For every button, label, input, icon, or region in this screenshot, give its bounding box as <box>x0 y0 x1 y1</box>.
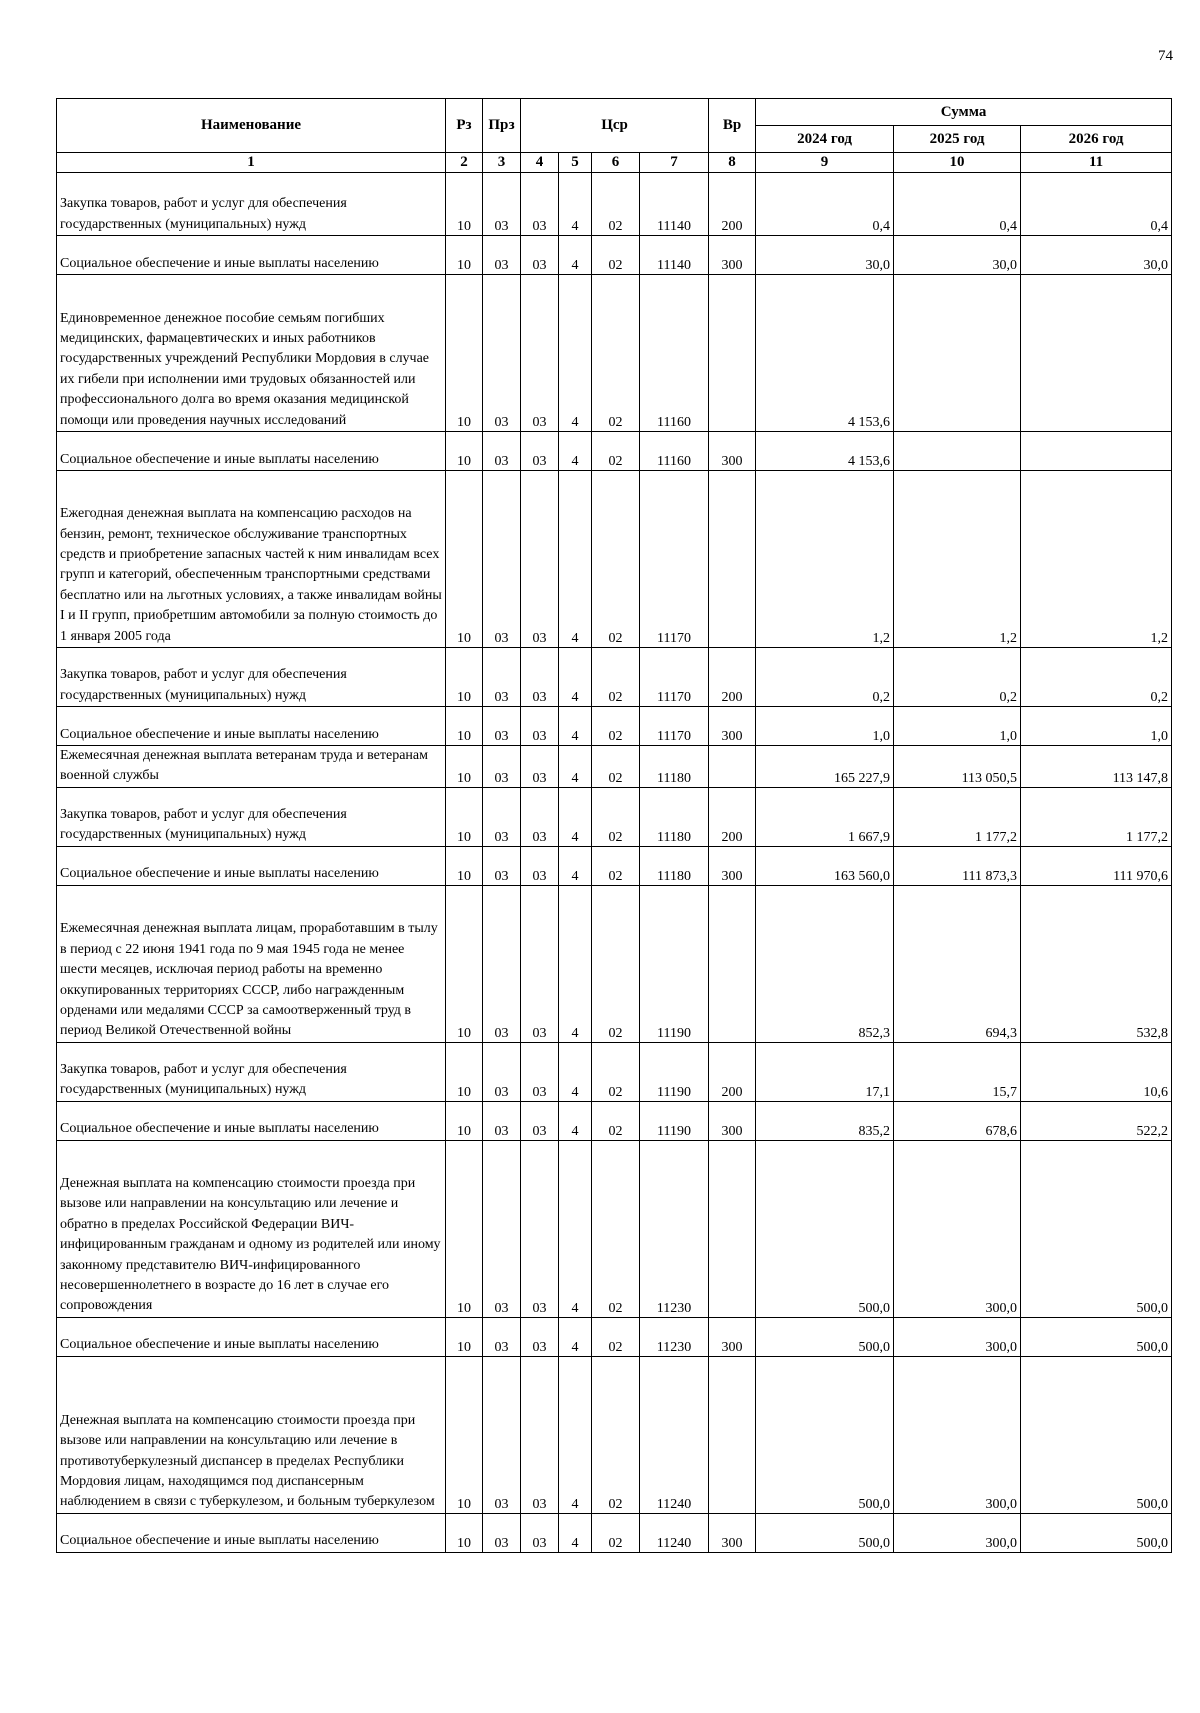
cell-c4: 03 <box>521 173 559 236</box>
table-row <box>57 707 1172 746</box>
cell-y2026: 113 147,8 <box>1021 746 1172 788</box>
cell-y2024: 0,4 <box>756 173 894 236</box>
cell-vr: 200 <box>709 648 756 707</box>
cell-rz: 10 <box>446 1101 483 1140</box>
budget-table <box>56 98 1172 1553</box>
row-name: Социальное обеспечение и иные выплаты населению <box>57 1513 446 1552</box>
cell-y2024: 4 153,6 <box>756 275 894 432</box>
cell-c4: 03 <box>521 885 559 1042</box>
cell-y2025: 678,6 <box>894 1101 1021 1140</box>
cell-vr <box>709 275 756 432</box>
cell-c5: 4 <box>559 648 592 707</box>
header-csr: Цср <box>521 99 709 153</box>
cell-prz: 03 <box>483 1513 521 1552</box>
cell-c4: 03 <box>521 275 559 432</box>
cell-rz: 10 <box>446 432 483 471</box>
cell-c7: 11240 <box>640 1356 709 1513</box>
cell-rz: 10 <box>446 1356 483 1513</box>
row-name: Денежная выплата на компенсацию стоимости проезда при вызове или направлении на консультацию или лечение и обратно в пределах Российской Федерации ВИЧ-инфицированным гражданам и одному из родителей или иному законному представителю ВИЧ-инфицированного несовершеннолетнего в возрасте до 16 лет в случае его сопровождения <box>57 1140 446 1317</box>
cell-vr: 200 <box>709 787 756 846</box>
table-row <box>57 275 1172 432</box>
row-name: Денежная выплата на компенсацию стоимости проезда при вызове или направлении на консультацию или лечение в противотуберкулезный диспансер в пределах Республики Мордовия лицам, находящимся под диспансерным наблюдением в связи с туберкулезом, и больным туберкулезом <box>57 1356 446 1513</box>
cell-c5: 4 <box>559 707 592 746</box>
cell-c6: 02 <box>592 1317 640 1356</box>
cell-y2025: 30,0 <box>894 236 1021 275</box>
cell-y2026 <box>1021 275 1172 432</box>
table-row <box>57 432 1172 471</box>
cell-y2025 <box>894 275 1021 432</box>
column-number: 4 <box>521 153 559 173</box>
cell-y2025: 0,2 <box>894 648 1021 707</box>
cell-c6: 02 <box>592 1042 640 1101</box>
cell-rz: 10 <box>446 846 483 885</box>
cell-c5: 4 <box>559 173 592 236</box>
column-number: 8 <box>709 153 756 173</box>
table-row <box>57 846 1172 885</box>
row-name: Социальное обеспечение и иные выплаты населению <box>57 1101 446 1140</box>
cell-rz: 10 <box>446 471 483 648</box>
cell-c6: 02 <box>592 707 640 746</box>
cell-rz: 10 <box>446 275 483 432</box>
cell-y2026: 1 177,2 <box>1021 787 1172 846</box>
column-number: 2 <box>446 153 483 173</box>
row-name: Закупка товаров, работ и услуг для обеспечения государственных (муниципальных) нужд <box>57 173 446 236</box>
cell-c4: 03 <box>521 1513 559 1552</box>
cell-c6: 02 <box>592 648 640 707</box>
cell-y2024: 1 667,9 <box>756 787 894 846</box>
cell-y2025: 113 050,5 <box>894 746 1021 788</box>
header-name: Наименование <box>57 99 446 153</box>
cell-prz: 03 <box>483 1101 521 1140</box>
cell-c4: 03 <box>521 746 559 788</box>
cell-y2026: 500,0 <box>1021 1140 1172 1317</box>
cell-vr <box>709 885 756 1042</box>
table-row <box>57 885 1172 1042</box>
cell-c7: 11180 <box>640 787 709 846</box>
cell-y2026: 0,4 <box>1021 173 1172 236</box>
cell-c5: 4 <box>559 1513 592 1552</box>
cell-c5: 4 <box>559 846 592 885</box>
cell-c6: 02 <box>592 846 640 885</box>
cell-y2026: 1,2 <box>1021 471 1172 648</box>
cell-vr <box>709 746 756 788</box>
cell-y2025: 694,3 <box>894 885 1021 1042</box>
row-name: Социальное обеспечение и иные выплаты населению <box>57 707 446 746</box>
cell-rz: 10 <box>446 746 483 788</box>
header-year-2025: 2025 год <box>894 126 1021 153</box>
cell-vr: 200 <box>709 1042 756 1101</box>
cell-c5: 4 <box>559 746 592 788</box>
cell-rz: 10 <box>446 173 483 236</box>
header-vr: Вр <box>709 99 756 153</box>
cell-c4: 03 <box>521 648 559 707</box>
header-prz: Прз <box>483 99 521 153</box>
column-number: 5 <box>559 153 592 173</box>
cell-c4: 03 <box>521 707 559 746</box>
column-numbers-row <box>57 153 1172 173</box>
cell-prz: 03 <box>483 787 521 846</box>
cell-y2026 <box>1021 432 1172 471</box>
cell-c7: 11190 <box>640 885 709 1042</box>
row-name: Единовременное денежное пособие семьям погибших медицинских, фармацевтических и иных работников государственных учреждений Республики Мордовия в случае их гибели при исполнении ими трудовых обязанностей или профессионального долга во время оказания медицинской помощи или проведения научных исследований <box>57 275 446 432</box>
cell-vr: 300 <box>709 1101 756 1140</box>
cell-y2025 <box>894 432 1021 471</box>
cell-c5: 4 <box>559 275 592 432</box>
cell-vr: 300 <box>709 1317 756 1356</box>
cell-prz: 03 <box>483 648 521 707</box>
cell-c4: 03 <box>521 787 559 846</box>
cell-vr <box>709 1356 756 1513</box>
cell-rz: 10 <box>446 1317 483 1356</box>
cell-y2024: 30,0 <box>756 236 894 275</box>
cell-c4: 03 <box>521 1042 559 1101</box>
cell-c7: 11190 <box>640 1042 709 1101</box>
cell-y2025: 1,0 <box>894 707 1021 746</box>
cell-c7: 11160 <box>640 432 709 471</box>
column-number: 3 <box>483 153 521 173</box>
cell-prz: 03 <box>483 275 521 432</box>
cell-rz: 10 <box>446 236 483 275</box>
table-row <box>57 1513 1172 1552</box>
header-summa: Сумма <box>756 99 1172 126</box>
table-row <box>57 173 1172 236</box>
cell-y2024: 17,1 <box>756 1042 894 1101</box>
cell-c6: 02 <box>592 1356 640 1513</box>
cell-c7: 11230 <box>640 1140 709 1317</box>
page-number: 74 <box>1158 48 1173 64</box>
cell-c6: 02 <box>592 1101 640 1140</box>
cell-c6: 02 <box>592 471 640 648</box>
cell-y2024: 500,0 <box>756 1140 894 1317</box>
table-row <box>57 1042 1172 1101</box>
cell-vr: 300 <box>709 707 756 746</box>
cell-c7: 11170 <box>640 648 709 707</box>
cell-y2025: 15,7 <box>894 1042 1021 1101</box>
cell-prz: 03 <box>483 846 521 885</box>
cell-y2025: 300,0 <box>894 1140 1021 1317</box>
cell-prz: 03 <box>483 707 521 746</box>
row-name: Социальное обеспечение и иные выплаты населению <box>57 1317 446 1356</box>
cell-prz: 03 <box>483 471 521 648</box>
cell-c4: 03 <box>521 1101 559 1140</box>
cell-c6: 02 <box>592 236 640 275</box>
column-number: 6 <box>592 153 640 173</box>
cell-prz: 03 <box>483 885 521 1042</box>
cell-vr: 300 <box>709 846 756 885</box>
cell-y2024: 1,0 <box>756 707 894 746</box>
cell-rz: 10 <box>446 1042 483 1101</box>
cell-y2025: 300,0 <box>894 1513 1021 1552</box>
cell-prz: 03 <box>483 1356 521 1513</box>
header-rz: Рз <box>446 99 483 153</box>
cell-c6: 02 <box>592 173 640 236</box>
column-number: 11 <box>1021 153 1172 173</box>
cell-y2026: 30,0 <box>1021 236 1172 275</box>
cell-c5: 4 <box>559 1356 592 1513</box>
cell-y2025: 1,2 <box>894 471 1021 648</box>
column-number: 9 <box>756 153 894 173</box>
cell-c6: 02 <box>592 1140 640 1317</box>
cell-c6: 02 <box>592 432 640 471</box>
table-row <box>57 1140 1172 1317</box>
cell-y2024: 500,0 <box>756 1317 894 1356</box>
cell-vr: 300 <box>709 236 756 275</box>
row-name: Социальное обеспечение и иные выплаты населению <box>57 236 446 275</box>
cell-y2024: 165 227,9 <box>756 746 894 788</box>
cell-c6: 02 <box>592 885 640 1042</box>
cell-y2024: 1,2 <box>756 471 894 648</box>
table-row <box>57 648 1172 707</box>
cell-y2025: 111 873,3 <box>894 846 1021 885</box>
cell-c7: 11160 <box>640 275 709 432</box>
cell-y2024: 835,2 <box>756 1101 894 1140</box>
cell-y2024: 500,0 <box>756 1513 894 1552</box>
cell-prz: 03 <box>483 1140 521 1317</box>
column-number: 1 <box>57 153 446 173</box>
row-name: Ежемесячная денежная выплата лицам, проработавшим в тылу в период с 22 июня 1941 года по 9 мая 1945 года не менее шести месяцев, исключая период работы на временно оккупированных территориях СССР, либо награжденным орденами или медалями СССР за самоотверженный труд в период Великой Отечественной войны <box>57 885 446 1042</box>
table-row <box>57 471 1172 648</box>
cell-c7: 11180 <box>640 846 709 885</box>
header-year-2026: 2026 год <box>1021 126 1172 153</box>
cell-y2026: 500,0 <box>1021 1356 1172 1513</box>
cell-vr <box>709 1140 756 1317</box>
cell-c5: 4 <box>559 1140 592 1317</box>
cell-rz: 10 <box>446 707 483 746</box>
cell-c5: 4 <box>559 432 592 471</box>
cell-y2024: 4 153,6 <box>756 432 894 471</box>
cell-c7: 11170 <box>640 471 709 648</box>
cell-c7: 11140 <box>640 236 709 275</box>
cell-c4: 03 <box>521 1140 559 1317</box>
cell-y2026: 500,0 <box>1021 1317 1172 1356</box>
cell-c4: 03 <box>521 432 559 471</box>
cell-c7: 11180 <box>640 746 709 788</box>
cell-c7: 11170 <box>640 707 709 746</box>
cell-y2026: 111 970,6 <box>1021 846 1172 885</box>
cell-c5: 4 <box>559 1317 592 1356</box>
cell-y2025: 1 177,2 <box>894 787 1021 846</box>
table-row <box>57 236 1172 275</box>
cell-prz: 03 <box>483 1042 521 1101</box>
cell-y2025: 300,0 <box>894 1317 1021 1356</box>
cell-c4: 03 <box>521 846 559 885</box>
cell-y2026: 10,6 <box>1021 1042 1172 1101</box>
cell-rz: 10 <box>446 648 483 707</box>
cell-rz: 10 <box>446 1140 483 1317</box>
table-header <box>57 99 1172 173</box>
cell-prz: 03 <box>483 432 521 471</box>
cell-y2024: 0,2 <box>756 648 894 707</box>
cell-vr: 300 <box>709 432 756 471</box>
cell-c7: 11240 <box>640 1513 709 1552</box>
row-name: Ежемесячная денежная выплата ветеранам труда и ветеранам военной службы <box>57 746 446 788</box>
cell-c6: 02 <box>592 1513 640 1552</box>
cell-c4: 03 <box>521 1317 559 1356</box>
cell-c7: 11230 <box>640 1317 709 1356</box>
cell-vr <box>709 471 756 648</box>
cell-c4: 03 <box>521 236 559 275</box>
cell-c5: 4 <box>559 1042 592 1101</box>
cell-vr: 300 <box>709 1513 756 1552</box>
cell-c6: 02 <box>592 746 640 788</box>
cell-y2025: 0,4 <box>894 173 1021 236</box>
cell-rz: 10 <box>446 787 483 846</box>
cell-c5: 4 <box>559 885 592 1042</box>
cell-prz: 03 <box>483 236 521 275</box>
table-row <box>57 746 1172 788</box>
cell-y2024: 500,0 <box>756 1356 894 1513</box>
header-year-2024: 2024 год <box>756 126 894 153</box>
cell-vr: 200 <box>709 173 756 236</box>
cell-rz: 10 <box>446 1513 483 1552</box>
cell-y2024: 852,3 <box>756 885 894 1042</box>
cell-c5: 4 <box>559 787 592 846</box>
cell-c6: 02 <box>592 275 640 432</box>
cell-rz: 10 <box>446 885 483 1042</box>
cell-c5: 4 <box>559 236 592 275</box>
cell-c7: 11190 <box>640 1101 709 1140</box>
row-name: Закупка товаров, работ и услуг для обеспечения государственных (муниципальных) нужд <box>57 648 446 707</box>
cell-prz: 03 <box>483 746 521 788</box>
cell-y2026: 500,0 <box>1021 1513 1172 1552</box>
cell-y2026: 532,8 <box>1021 885 1172 1042</box>
row-name: Ежегодная денежная выплата на компенсацию расходов на бензин, ремонт, техническое обслуживание транспортных средств и приобретение запасных частей к ним инвалидам всех групп и категорий, обеспеченным транспортными средствами бесплатно или на льготных условиях, а также инвалидам войны I и II групп, приобретшим автомобили за полную стоимость до 1 января 2005 года <box>57 471 446 648</box>
cell-c6: 02 <box>592 787 640 846</box>
cell-y2026: 522,2 <box>1021 1101 1172 1140</box>
table-row <box>57 1101 1172 1140</box>
cell-c5: 4 <box>559 1101 592 1140</box>
column-number: 7 <box>640 153 709 173</box>
row-name: Социальное обеспечение и иные выплаты населению <box>57 432 446 471</box>
column-number: 10 <box>894 153 1021 173</box>
cell-c4: 03 <box>521 471 559 648</box>
cell-c5: 4 <box>559 471 592 648</box>
cell-c7: 11140 <box>640 173 709 236</box>
cell-c4: 03 <box>521 1356 559 1513</box>
cell-prz: 03 <box>483 1317 521 1356</box>
row-name: Закупка товаров, работ и услуг для обеспечения государственных (муниципальных) нужд <box>57 1042 446 1101</box>
cell-prz: 03 <box>483 173 521 236</box>
table-row <box>57 1317 1172 1356</box>
row-name: Закупка товаров, работ и услуг для обеспечения государственных (муниципальных) нужд <box>57 787 446 846</box>
cell-y2024: 163 560,0 <box>756 846 894 885</box>
cell-y2026: 1,0 <box>1021 707 1172 746</box>
cell-y2025: 300,0 <box>894 1356 1021 1513</box>
cell-y2026: 0,2 <box>1021 648 1172 707</box>
row-name: Социальное обеспечение и иные выплаты населению <box>57 846 446 885</box>
table-row <box>57 787 1172 846</box>
table-row <box>57 1356 1172 1513</box>
table-body <box>57 173 1172 1553</box>
